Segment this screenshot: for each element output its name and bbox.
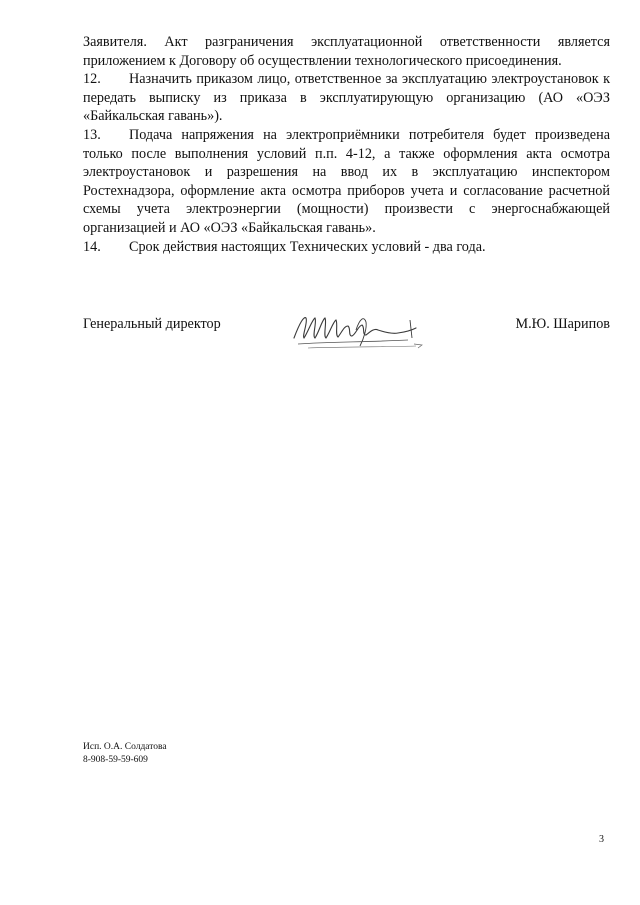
body-text (83, 33, 610, 256)
signature-block (83, 308, 610, 358)
paragraph-text: Подача напряжения на электроприёмники потребителя будет произведена только после выполнения условий п.п. 4-12, а также оформления акта осмотра электроустановок и разрешения на ввод их в эксплуатацию инспектором Ростехнадзора, оформление акта осмотра приборов учета и согласование расчетной схемы учета электроэнергии (мощности) произвести с энергоснабжающей организацией и АО «ОЭЗ «Байкальская гавань». (83, 126, 610, 236)
executor-name: Исп. О.А. Солдатова (83, 742, 167, 752)
executor-phone: 8-908-59-59-609 (83, 755, 148, 765)
signatory-name: М.Ю. Шарипов (515, 316, 610, 332)
paragraph-number: 14. (83, 238, 101, 255)
signatory-title: Генеральный директор (83, 316, 221, 332)
paragraph-number: 12. (83, 71, 101, 88)
page-number: 3 (599, 834, 604, 845)
paragraph-text: Срок действия настоящих Технических условий - два года. (129, 238, 486, 255)
paragraph-12 (83, 70, 610, 126)
paragraph-text: Назначить приказом лицо, ответственное за эксплуатацию электроустановок к передать выписку из приказа в эксплуатирующую организацию (АО «ОЭЗ «Байкальская гавань»). (83, 71, 610, 125)
paragraph-text: Заявителя. Акт разграничения эксплуатационной ответственности является приложением к Договору об осуществлении технологического присоединения. (83, 34, 610, 69)
paragraph-number: 13. (83, 126, 101, 143)
paragraph-continuation (83, 33, 610, 70)
handwritten-signature (288, 308, 428, 353)
paragraph-14 (83, 238, 610, 257)
paragraph-13 (83, 126, 610, 238)
executor-info (83, 741, 167, 767)
